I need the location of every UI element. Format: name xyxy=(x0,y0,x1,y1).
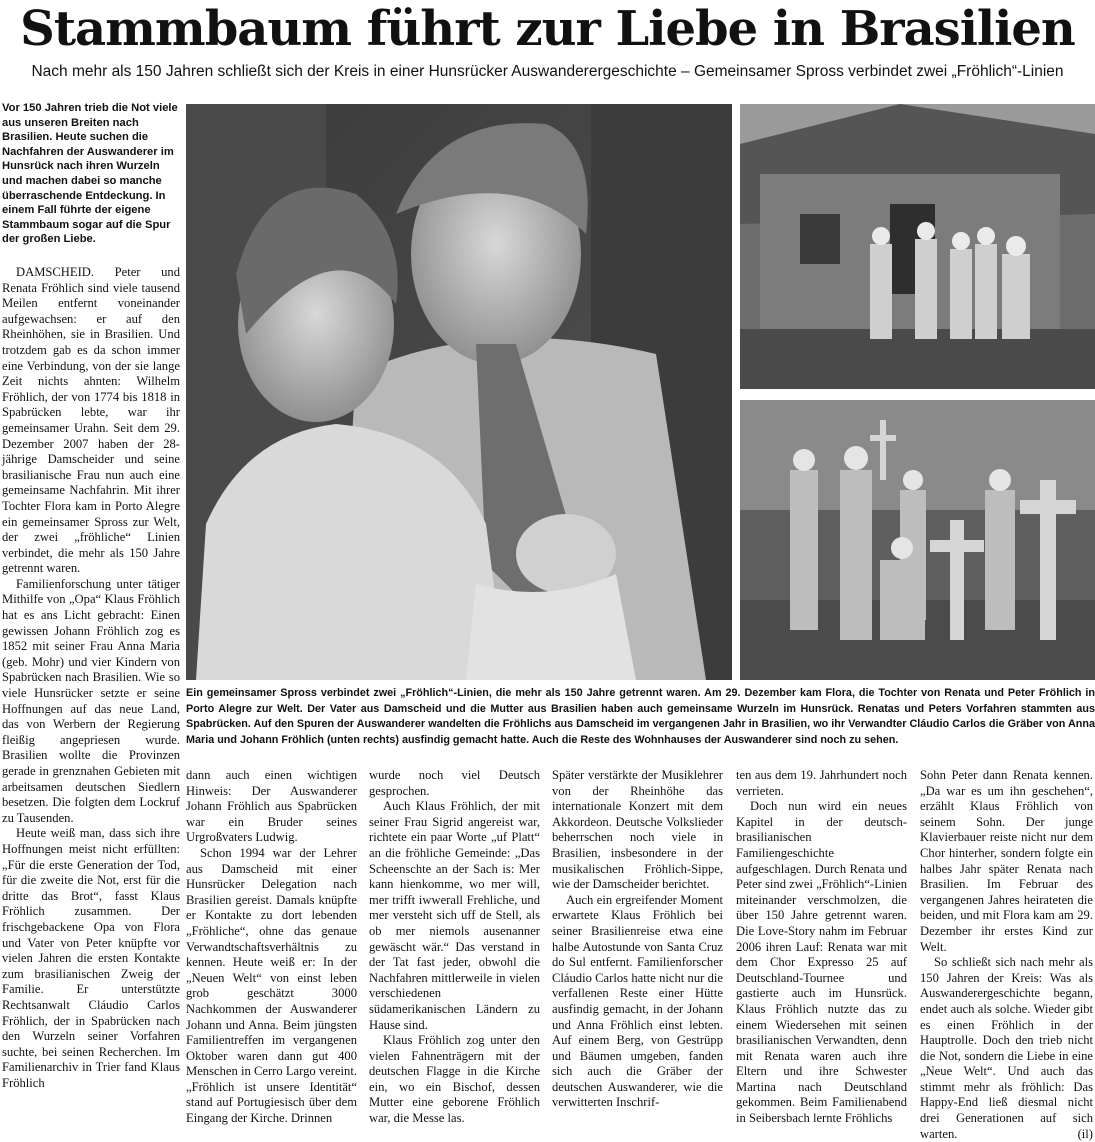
article-paragraph: wurde noch viel Deutsch gesprochen. xyxy=(369,768,540,798)
article-paragraph: DAMSCHEID. Peter und Renata Fröhlich sind viele tausend Meilen entfernt voneinander aufgewachsen: er auf den Rheinhöhen, sie in Brasilien. Und trotzdem gab es da schon immer eine Verbindung, von der sie lange Zeit nichts ahnten: Wilhelm Fröhlich, der von 1774 bis 1818 in Spabrücken lebte, war ihr gemeinsamer Urahn. Seit dem 29. Dezember 2007 haben der 28-jährige Damscheider und seine brasilianische Frau nun auch eine gemeinsame Nachfahrin. Mit ihrer Tochter Flora kam in Porto Alegre ein gemeinsamer Spross zur Welt, der zwei „fröhliche“ Linien verbindet, die mehr als 150 Jahre getrennt waren. xyxy=(2,265,180,576)
article-column-1 xyxy=(2,265,180,1091)
article-paragraph: Auch ein ergreifender Moment erwartete Klaus Fröhlich bei seiner Brasilienreise etwa eine halbe Autostunde von Santa Cruz do Sul entfernt. Familienforscher Cláudio Carlos hatte nicht nur die verfallenen Reste einer Hütte ausfindig gemacht, in der Johann und Anna Fröhlich einst lebten. Auf einem Berg, von Gestrüpp und Bäumen umgeben, fanden sich auch die Gräber der deutschen Auswanderer, wie die verwitterten Inschrif- xyxy=(552,892,723,1110)
article-paragraph: So schließt sich nach mehr als 150 Jahren der Kreis: Was als Auswanderergeschichte begann, endet auch als solche. Wieder gibt es einen Fröhlich in der Hauptrolle. Doch den trieb nicht die Not, sondern die Liebe in eine „Neue Welt“. Und auch das stimmt mehr als fröhlich: Das Happy-End ließ diesmal nicht drei Generationen auf sich warten. (il) xyxy=(920,955,1093,1141)
article-paragraph: Familienforschung unter tätiger Mithilfe von „Opa“ Klaus Fröhlich hat es ans Licht gebracht: Einen gewissen Johann Fröhlich zog es 1852 mit seiner Frau Anna Maria (geb. Mohr) und vier Kindern von Spabrücken nach Brasilien. Wie so viele Hunsrücker setzte er seine Hoffnungen auf das neue Land, das von Werbern der Regierung fleißig angepriesen wurde. Brasilien wollte die Provinzen gerade in grenznahen Gebieten mit arbeitsamen deutschen Siedlern besetzen. Die folgten dem Lockruf zu Tausenden. xyxy=(2,576,180,825)
family-portrait-image xyxy=(186,104,732,680)
article-column-5 xyxy=(736,768,907,1127)
subheadline: Nach mehr als 150 Jahren schließt sich der Kreis in einer Hunsrücker Auswanderergeschichte – Gemeinsamer Spross verbindet zwei „Fröhlich“-Linien xyxy=(31,63,1064,80)
article-paragraph: Später verstärkte der Musiklehrer von der Rheinhöhe das internationale Konzert mit dem Akkordeon. Deutsche Volkslieder beherrschen noch viele in Brasilien, insbesondere in der musikalischen Fröhlich-Sippe, wie der Damscheider berichtet. xyxy=(552,768,723,892)
article-paragraph: Heute weiß man, dass sich ihre Hoffnungen meist nicht erfüllten: „Für die erste Generation der Tod, für die zweite die Not, erst für die dritte das Brot“, fasst Klaus Fröhlich zusammen. Der frischgebackene Opa von Flora und Vater von Peter knüpfte vor vielen Jahren die ersten Kontakte zum brasilianischen Zweig der Familie. Er unterstützte Rechtsanwalt Cláudio Carlos Fröhlich, der in Spabrücken nach den Wurzeln seiner Vorfahren suchte, bei seinen Recherchen. Im Familienarchiv in Trier fand Klaus Fröhlich xyxy=(2,826,180,1090)
article-column-2 xyxy=(186,768,357,1127)
article-paragraph: Klaus Fröhlich zog unter den vielen Fahnenträgern mit der deutschen Flagge in die Kirche ein, wo ein Bischof, dessen Mutter eine geborene Fröhlich war, die Messe las. xyxy=(369,1033,540,1126)
article-column-4 xyxy=(552,768,723,1111)
ruined-house-photo xyxy=(740,104,1095,389)
article-paragraph: dann auch einen wichtigen Hinweis: Der Auswanderer Johann Fröhlich aus Spabrücken war ein Bruder seines Urgroßvaters Ludwig. xyxy=(186,768,357,845)
article-paragraph: Sohn Peter dann Renata kennen. „Da war es um ihn geschehen“, erzählt Klaus Fröhlich von seinem Sohn. Der junge Klavierbauer reiste nicht nur dem Chor hinterher, sondern folgte ein halbes Jahr später Renata nach Brasilien. Im Februar des vergangenen Jahres heirateten die beiden, und mit Flora kam am 29. Dezember ihr erstes Kind zur Welt. xyxy=(920,768,1093,954)
headline: Stammbaum führt zur Liebe in Brasilien xyxy=(20,1,1075,57)
article-paragraph: Auch Klaus Fröhlich, der mit seiner Frau Sigrid angereist war, richtete ein paar Worte „uf Platt“ an die fröhliche Gemeinde: „Das Scheenschte an der Sach is: Mer kann hienkomme, wo mer will, mer trifft iwwerall Frehliche, und mer versteht sich uff de Stell, als ob mer niemols ausenanner gewäscht wär.“ Das verstand in der Tat fast jeder, obwohl die Nachfahren mittlerweile in vielen verschiedenen südamerikanischen Ländern zu Hause sind. xyxy=(369,799,540,1032)
article-column-6 xyxy=(920,768,1093,1142)
dateline: DAMSCHEID. xyxy=(16,265,95,279)
article-paragraph: Schon 1994 war der Lehrer aus Damscheid mit einer Hunsrücker Delegation nach Brasilien gereist. Damals knüpfte er Kontakte zu dort lebenden „Fröhliche“, ohne das genaue Verwandtschaftsverhältnis zu kennen. Heute weiß er: In der „Neuen Welt“ von einst leben grob geschätzt 3000 Nachkommen der Auswanderer Johann und Anna. Beim jüngsten Familientreffen im vergangenen Oktober waren dann gut 400 Menschen in Cerro Largo vereint. „Fröhlich ist unsere Identität“ stand auf Portugiesisch über dem Eingang der Kirche. Drinnen xyxy=(186,845,357,1126)
graves-photo xyxy=(740,400,1095,680)
article-column-3 xyxy=(369,768,540,1127)
author-signature: (il) xyxy=(1077,1126,1093,1141)
photo-caption: Ein gemeinsamer Spross verbindet zwei „Fröhlich“-Linien, die mehr als 150 Jahre getrennt waren. Am 29. Dezember kam Flora, die Tochter von Renata und Peter Fröhlich in Porto Alegre zur Welt. Der Vater aus Damscheid und die Mutter aus Brasilien haben auch gemeinsame Wurzeln im Hunsrück. Renatas und Peters Vorfahren stammten aus Spabrücken. Auf den Spuren der Auswanderer wandelten die Fröhlichs aus Damscheid im vergangenen Jahr in Brasilien, wo ihr Verwandter Cláudio Carlos die Gräber von Anna Maria und Johann Fröhlich (unten rechts) ausfindig gemacht hatte. Auch die Reste des Wohnhauses der Auswanderer sind noch zu sehen. xyxy=(186,687,1095,746)
family-portrait-photo xyxy=(186,104,732,680)
lead-paragraph: Vor 150 Jahren trieb die Not viele aus unseren Breiten nach Brasilien. Heute suchen die Nachfahren der Auswanderer im Hunsrück nach ihren Wurzeln und machen dabei so manche überraschende Entdeckung. In einem Fall führte der eigene Stammbaum sogar auf die Spur der großen Liebe. xyxy=(2,102,178,246)
graves-image xyxy=(740,400,1095,680)
article-paragraph: Doch nun wird ein neues Kapitel in der deutsch-brasilianischen Familiengeschichte aufgeschlagen. Durch Renata und Peter sind zwei „Fröhlich“-Linien miteinander verschmolzen, die über 150 Jahre getrennt waren. Die Love-Story nahm im Februar 2006 ihren Lauf: Renata war mit dem Chor Expresso 25 auf Deutschland-Tournee und gastierte auch im Hunsrück. Klaus Fröhlich nutzte das zu einem Wiedersehen mit seinen brasilianischen Verwandten, denn mit Renata waren auch ihre Eltern und ihre Schwester Martina nach Deutschland gekommen. Beim Familienabend in Seibersbach lernte Fröhlichs xyxy=(736,799,908,1126)
ruined-house-image xyxy=(740,104,1095,389)
article-paragraph: ten aus dem 19. Jahrhundert noch verrieten. xyxy=(736,768,907,798)
